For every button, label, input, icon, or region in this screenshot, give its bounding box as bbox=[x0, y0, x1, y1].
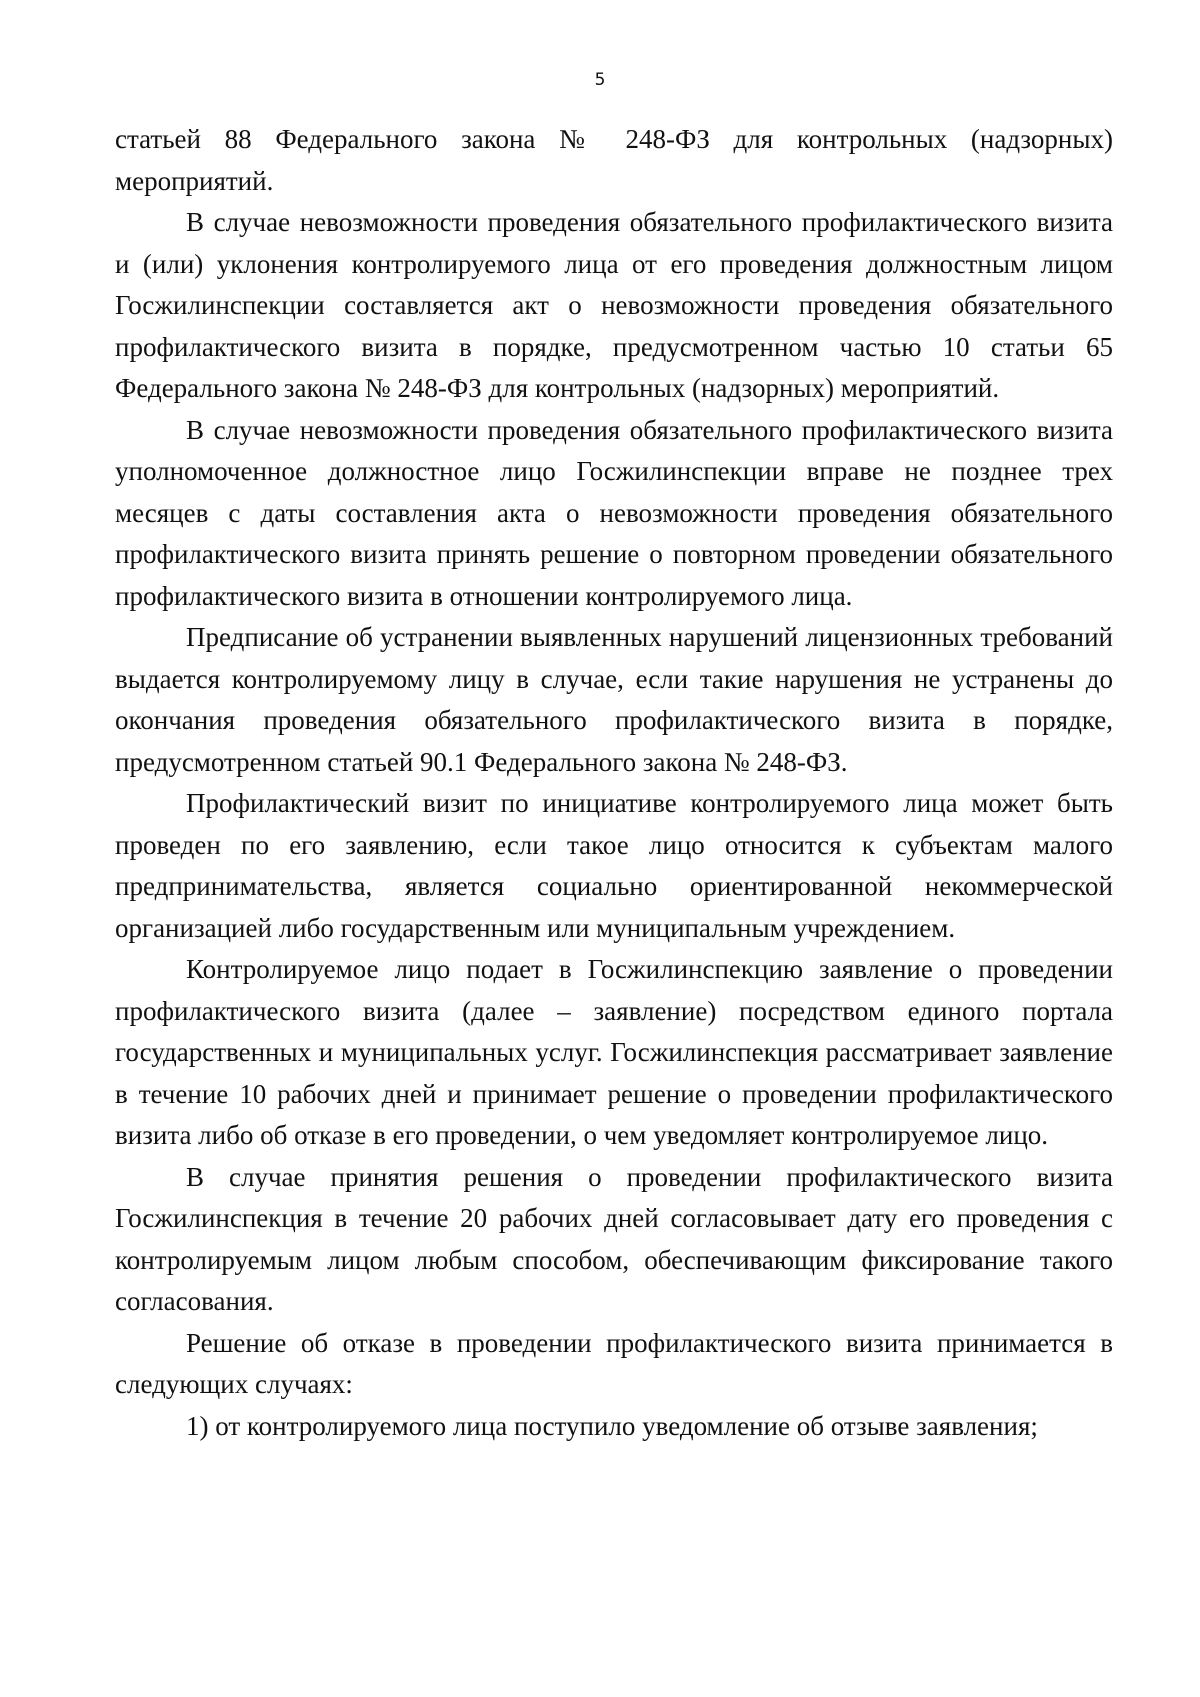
paragraph-3: В случае невозможности проведения обязательного профилактического визита уполномоченное должностное лицо Госжилинспекции вправе не позднее трех месяцев с даты составления акта о невозможности проведения обязательного профилактического визита принять решение о повторном проведении обязательного профилактического визита в отношении контролируемого лица. bbox=[115, 414, 1113, 611]
paragraph-2: В случае невозможности проведения обязательного профилактического визита и (или) уклонения контролируемого лица от его проведения должностным лицом Госжилинспекции составляется акт о невозможности проведения обязательного профилактического визита в порядке, предусмотренном частью 10 статьи 65 Федерального закона № 248-ФЗ для контрольных (надзорных) мероприятий. bbox=[115, 207, 1113, 403]
list-item-1: 1) от контролируемого лица поступило уведомление об отзыве заявления; bbox=[186, 1410, 1038, 1441]
paragraph-4: Предписание об устранении выявленных нарушений лицензионных требований выдается контролируемому лицу в случае, если такие нарушения не устранены до окончания проведения обязательного профилактического визита в порядке, предусмотренном статьей 90.1 Федерального закона № 248-ФЗ. bbox=[115, 622, 1113, 777]
paragraph-8: Решение об отказе в проведении профилактического визита принимается в следующих случаях: bbox=[115, 1327, 1113, 1399]
document-body bbox=[115, 119, 1113, 1447]
paragraph-7: В случае принятия решения о проведении профилактического визита Госжилинспекция в течение 20 рабочих дней согласовывает дату его проведения с контролируемым лицом любым способом, обеспечивающим фиксирование такого согласования. bbox=[115, 1161, 1113, 1316]
paragraph-6: Контролируемое лицо подает в Госжилинспекцию заявление о проведении профилактического визита (далее – заявление) посредством единого портала государственных и муниципальных услуг. Госжилинспекция рассматривает заявление в течение 10 рабочих дней и принимает решение о проведении профилактического визита либо об отказе в его проведении, о чем уведомляет контролируемое лицо. bbox=[115, 954, 1113, 1150]
page-number: 5 bbox=[594, 70, 606, 90]
paragraph-1: статьей 88 Федерального закона № 248-ФЗ для контрольных (надзорных) мероприятий. bbox=[115, 124, 1113, 196]
paragraph-5: Профилактический визит по инициативе контролируемого лица может быть проведен по его заявлению, если такое лицо относится к субъектам малого предпринимательства, является социально ориентированной некоммерческой организацией либо государственным или муниципальным учреждением. bbox=[115, 788, 1113, 943]
